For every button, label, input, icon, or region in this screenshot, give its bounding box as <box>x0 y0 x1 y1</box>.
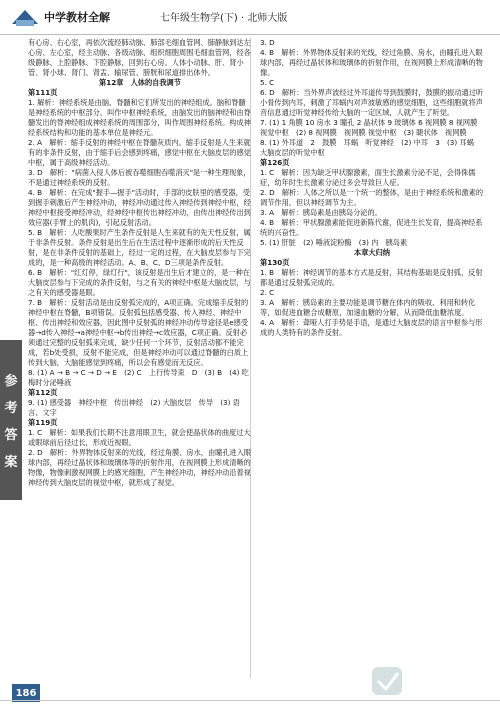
tab-char: 参 <box>4 374 18 389</box>
bottom-bar <box>0 700 500 711</box>
answer-paragraph: 8. (1) 外耳道 2 鼓膜 耳蜗 听觉神经 (2) 中耳 3 (3) 耳蜗 大脑皮层的听觉中枢 <box>260 138 482 157</box>
answer-paragraph: 1. C 解析：如果我们长期不注意用眼卫生，就会使晶状体的曲度过大或眼球前后径过长，形成近视眼。 <box>28 428 251 447</box>
page-header <box>0 0 500 35</box>
answer-paragraph: 有心房、右心室，再依次流经肺动脉、肺部毛细血管网、肺静脉到达左心房、左心室，经主动脉、各级动脉、组织细胞周围毛细血管网，经各级静脉、上腔静脉、下腔静脉，回到右心房。人体小动脉、肝、肾小管、肾小球、肾门、肾盂、输尿管、膀胱和尿道排出体外。 <box>28 38 251 77</box>
answer-paragraph: 2. C <box>260 288 275 297</box>
answer-paragraph: 2. A 解析：缩手反射的神经中枢在脊髓灰质内。缩手反射是人生来就有的非条件反射，由于缩手后会感到疼痛，感觉中枢在大脑皮层的感觉中枢，属于高级神经活动。 <box>28 138 251 167</box>
tab-char: 答 <box>4 428 18 443</box>
page-number: 186 <box>12 684 40 702</box>
right-column <box>260 38 484 338</box>
answer-paragraph: 第112页 <box>28 388 58 397</box>
book-logo-icon <box>10 6 40 28</box>
answer-paragraph: 第111页 <box>28 88 58 97</box>
answer-paragraph: 4. B 解析：在完成"握手—握手"活动时，手部的皮肤里的感受器，受到握手刺激后产生神经冲动，神经冲动通过传入神经传到神经中枢，经神经中枢接受神经冲动，经神经中枢传出神经冲动，由传出神经传出到效应器(手臂上的肌肉)，引起反射活动。 <box>28 188 251 227</box>
tab-char: 案 <box>4 455 18 470</box>
answer-paragraph: 7. (1) 1 角膜 10 房水 3 瞳孔 2 晶状体 9 玻璃体 6 视网膜 8 视网膜 视觉中枢 (2) 8 视网膜 视网膜 视觉中枢 (3) 睫状体 视网膜 <box>260 118 478 137</box>
answer-paragraph: 3. A 解析：胰岛素是由胰岛分泌的。 <box>260 208 382 217</box>
answer-paragraph: 4. B 解析：甲状腺激素能促进新陈代谢，促进生长发育，提高神经系统的兴奋性。 <box>260 218 483 237</box>
answer-paragraph: 8. (1) A → B → C → D → E (2) C 上行传导束 D (3) B (4) 吃梅时分泌唾液 <box>28 368 249 387</box>
tab-char: 考 <box>4 401 18 416</box>
answer-paragraph: 5. (1) 肝脏 (2) 唾液淀粉酶 (3) 内 胰岛素 <box>260 238 408 247</box>
answer-paragraph: 第119页 <box>28 418 58 427</box>
answer-paragraph: 5. C <box>260 78 275 87</box>
answer-paragraph: 2. D 解析：外界物体反射来的光线，经过角膜、房水，由瞳孔进入眼球内部，再经过晶状体和玻璃体等的折射作用，在视网膜上形成清晰的物像，物像刺激视网膜上的感光细胞，产生神经冲动，神经冲动沿着视神经传到大脑皮层的视觉中枢，就形成了视觉。 <box>28 448 252 487</box>
answer-paragraph: 1. C 解析：因为缺乏甲状腺激素，面生长激素分泌不足，会得侏儒症，幼年时生长激素分泌过多会导致巨人症。 <box>260 168 476 187</box>
watermark-logo <box>370 661 490 701</box>
subject-title: 七年级生物学(下) · 北师大版 <box>160 13 288 24</box>
answer-paragraph: 第12章 人体的自我调节 <box>99 78 181 87</box>
answer-paragraph: 3. A 解析：胰岛素的主要功能是调节糖在体内的吸收、利用和转化等，如促进血糖合成糖原，加速血糖的分解，从而降低血糖浓度。 <box>260 298 476 317</box>
answer-paragraph: 2. D 解析：人体之所以是一个统一的整体，是由于神经系统和激素的调节作用，但以神经调节为主。 <box>260 188 484 207</box>
answer-paragraph: 1. 解析：神经系统是由脑、脊髓和它们所发出的神经组成。脑和脊髓是神经系统的中枢部分，叫作中枢神经系统，由脑发出的脑神经和由脊髓发出的脊神经组成神经系统的周围部分，叫作周围神经系统。构成神经系统结构和功能的基本单位是神经元。 <box>28 98 251 137</box>
answer-paragraph: 4. A 解析：聋哑人打手势是手语，是通过大脑皮层的语言中枢参与形成的人类特有的条件反射。 <box>260 318 483 337</box>
answer-paragraph: 5. B 解析：人吃酸果时产生条件反射是人生来就有的先天性反射，属于非条件反射。条件反射是出生后在生活过程中逐渐形成的后天性反射，是在非条件反射的基础上，经过一定的过程，在大脑皮层参与下完成的，是一种高级的神经活动。A、B、C、D三项是条件反射。 <box>28 228 251 267</box>
answer-paragraph: 7. B 解析：反射活动是由反射弧完成的，A项正确。完成缩手反射的神经中枢在脊髓，B项错误。反射弧包括感受器、传入神经、神经中枢、传出神经和效应器，因此图中反射弧的神经冲动传导途径是e感受器→d传入神经→a神经中枢→b传出神经→c效应器，C项正确。反射必须通过完整的反射弧来完成，缺少任何一个环节，反射活动都不能完成，若b处受损，反射不能完成，但是神经冲动可以通过脊髓的白质上传到大脑，大脑能感觉到疼痛，所以会有感觉而无反应。 <box>28 298 249 367</box>
answer-paragraph: 3. D 解析："病菌入侵人体后被吞噬细胞吞噬消灭"是一种生理现象，不是通过神经系统的反射。 <box>28 168 251 187</box>
answer-section-tab <box>0 340 22 500</box>
answer-paragraph: 4. B 解析：外界物体反射来的光线，经过角膜、房水，由瞳孔进入眼球内部，再经过晶状体和玻璃体的折射作用，在视网膜上形成清晰的物像。 <box>260 48 483 77</box>
answer-paragraph: 本章大归纳 <box>354 248 390 257</box>
answer-paragraph: 9. (1) 感受器 神经中枢 传出神经 (2) 大脑皮层 传导 (3) 语言、文字 <box>28 398 240 417</box>
answer-paragraph: 6. B 解析："红灯停，绿灯行"，该反射是出生后才建立的，是一种在大脑皮层参与下完成的条件反射，与之有关的神经中枢是大脑皮层，与之有关的感受器是眼。 <box>28 268 251 297</box>
answer-paragraph: 1. B 解析：神经调节的基本方式是反射，其结构基础是反射弧，反射都是通过反射弧完成的。 <box>260 268 483 287</box>
answer-paragraph: 第130页 <box>260 258 290 267</box>
brand-title: 中学教材全解 <box>44 11 110 24</box>
answer-paragraph: 3. D <box>260 38 275 47</box>
answer-paragraph: 第126页 <box>260 158 290 167</box>
left-column <box>28 38 252 488</box>
answer-paragraph: 6. D 解析：当外界声波经过外耳道传导到鼓膜时，鼓膜的振动通过听小骨传到内耳，刺激了耳蜗内对声波敏感的感觉细胞，这些细胞就将声音信息通过听觉神经传给大脑的一定区域，人就产生了听觉。 <box>260 88 484 117</box>
